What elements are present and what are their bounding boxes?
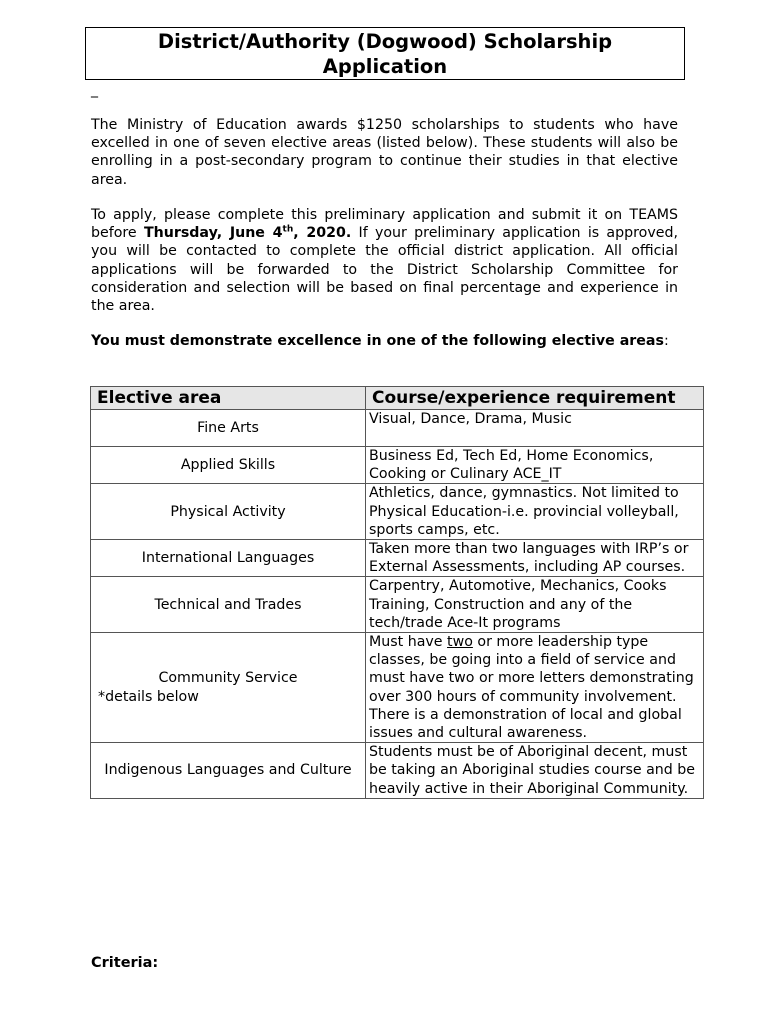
elective-area-cell	[91, 633, 366, 743]
requirement-cell: Must have two or more leadership type classes, be going into a field of service and must have two or more letters demonstrating over 300 hours of community involvement. There is a demonstration of local and global issues and cultural awareness.	[366, 633, 704, 743]
table-row	[91, 447, 704, 484]
title-line-1: District/Authority (Dogwood) Scholarship	[157, 30, 613, 53]
requirement-cell: Business Ed, Tech Ed, Home Economics, Cooking or Culinary ACE_IT	[366, 447, 704, 484]
table-row	[91, 540, 704, 577]
elective-areas-table	[90, 386, 704, 799]
requirement-cell: Students must be of Aboriginal decent, must be taking an Aboriginal studies course and be heavily active in their Aboriginal Community.	[366, 743, 704, 799]
table-row	[91, 743, 704, 799]
table-row	[91, 484, 704, 540]
apply-paragraph	[91, 206, 678, 315]
header-requirement: Course/experience requirement	[366, 387, 704, 410]
apply-text-after: If your preliminary application is approved, you will be contacted to complete the official district application. All official applications will be forwarded to the District Scholarship Committee for consideration and selection will be based on final percentage and experience in the area.	[91, 225, 678, 315]
table-row	[91, 410, 704, 447]
elective-area-label: Community Service	[158, 670, 298, 687]
separator-dash: _	[91, 82, 98, 98]
table-header-row	[91, 387, 704, 410]
intro-paragraph: The Ministry of Education awards $1250 scholarships to students who have excelled in one of seven elective areas (listed below). These students will also be enrolling in a post-secondary program to continue their studies in that elective area.	[91, 117, 678, 188]
requirement-heading: You must demonstrate excellence in one of the following elective areas:	[91, 333, 669, 349]
header-elective-area: Elective area	[91, 387, 366, 410]
criteria-heading: Criteria:	[91, 955, 159, 971]
elective-area-cell: Physical Activity	[91, 484, 366, 540]
elective-area-cell: Applied Skills	[91, 447, 366, 484]
elective-area-cell: Indigenous Languages and Culture	[91, 743, 366, 799]
title-line-2: Application	[322, 55, 448, 78]
table-row	[91, 633, 704, 743]
requirement-cell: Visual, Dance, Drama, Music	[366, 410, 704, 447]
document-title	[85, 27, 685, 80]
elective-area-cell: Fine Arts	[91, 410, 366, 447]
elective-area-cell: Technical and Trades	[91, 577, 366, 633]
apply-text-before: To apply, please complete this preliminary application and submit it on TEAMS before	[91, 207, 678, 242]
elective-area-note: *details below	[98, 688, 199, 705]
requirement-cell: Athletics, dance, gymnastics. Not limited to Physical Education-i.e. provincial volleyball, sports camps, etc.	[366, 484, 704, 540]
deadline-date: Thursday, June 4th, 2020.	[143, 224, 352, 242]
requirement-cell: Taken more than two languages with IRP’s or External Assessments, including AP courses.	[366, 540, 704, 577]
requirement-cell: Carpentry, Automotive, Mechanics, Cooks Training, Construction and any of the tech/trade Ace-It programs	[366, 577, 704, 633]
elective-area-cell: International Languages	[91, 540, 366, 577]
table-row	[91, 577, 704, 633]
